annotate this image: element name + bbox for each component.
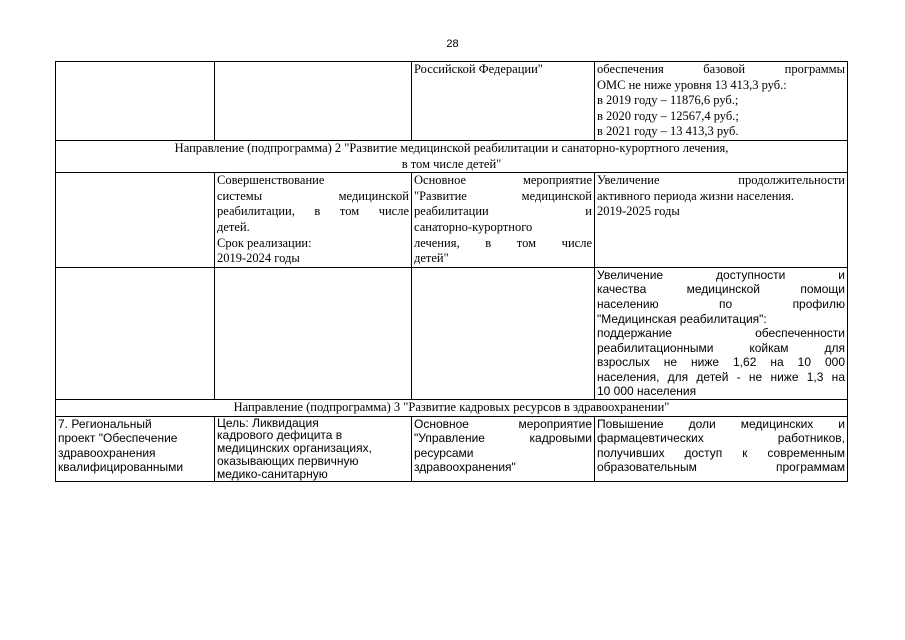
cell-empty	[215, 267, 412, 399]
cell-line: Увеличение продолжительности	[597, 173, 845, 188]
cell-line: "Развитие медицинской	[414, 188, 592, 203]
cell-text	[595, 62, 848, 141]
section-title: Направление (подпрограмма) 2 "Развитие медицинской реабилитации и санаторно-курортного лечения,	[174, 140, 729, 155]
cell-line: санаторно-курортного	[414, 219, 533, 234]
cell-line: реабилитации и	[414, 204, 592, 219]
section-header	[56, 400, 848, 417]
cell-line: населению по профилю	[597, 296, 845, 311]
cell-text	[595, 416, 848, 481]
cell-line: Основное мероприятие	[414, 416, 592, 431]
program-table	[55, 61, 848, 482]
cell-line: 7. Региональный	[58, 416, 152, 431]
cell-line: обеспечения базовой программы	[597, 62, 845, 76]
cell-text	[412, 173, 595, 268]
cell-line: здравоохранения"	[414, 460, 516, 475]
cell-text	[412, 62, 595, 141]
cell-line: Срок реализации:	[217, 235, 312, 250]
cell-line: в 2020 году – 12567,4 руб.;	[597, 108, 739, 123]
cell-text	[56, 416, 215, 481]
cell-line: оказывающих первичную	[217, 454, 359, 469]
table-row	[56, 173, 848, 268]
section-title: в том числе детей"	[401, 156, 502, 171]
table-row	[56, 267, 848, 399]
section-header-row	[56, 140, 848, 172]
cell-line: "Медицинская реабилитация":	[597, 311, 767, 326]
cell-empty	[215, 62, 412, 141]
cell-line: здравоохранения	[58, 445, 156, 460]
cell-line: образовательным программам	[597, 460, 845, 475]
cell-line: проект "Обеспечение	[58, 431, 178, 446]
cell-text	[215, 416, 412, 481]
cell-empty	[412, 267, 595, 399]
cell-empty	[56, 267, 215, 399]
cell-empty	[56, 173, 215, 268]
cell-line: медицинских организациях,	[217, 441, 372, 456]
cell-line: медико-санитарную	[217, 466, 328, 481]
section-header-row	[56, 400, 848, 417]
cell-line: кадрового дефицита в	[217, 428, 343, 443]
cell-line: Российской Федерации"	[414, 62, 543, 76]
cell-line: реабилитации, в том числе	[217, 204, 409, 219]
cell-line: в 2021 году – 13 413,3 руб.	[597, 124, 739, 139]
cell-line: системы медицинской	[217, 188, 409, 203]
cell-line: детей"	[414, 251, 449, 266]
cell-line: 2019-2025 годы	[597, 204, 680, 219]
cell-line: активного периода жизни населения.	[597, 188, 795, 203]
cell-line: качества медицинской помощи	[597, 282, 845, 297]
table-row	[56, 416, 848, 481]
cell-line: "Управление кадровыми	[414, 431, 592, 446]
cell-text	[215, 173, 412, 268]
cell-line: реабилитационными койкам для	[597, 340, 845, 355]
cell-text	[412, 416, 595, 481]
cell-line: получивших доступ к современным	[597, 445, 845, 460]
cell-line: Повышение доли медицинских и	[597, 416, 845, 431]
cell-line: ресурсами	[414, 445, 474, 460]
cell-line: поддержание обеспеченности	[597, 326, 845, 341]
cell-text	[595, 173, 848, 268]
cell-line: детей.	[217, 219, 250, 234]
cell-line: Совершенствование	[217, 173, 325, 188]
section-header	[56, 140, 848, 172]
cell-line: лечения, в том числе	[414, 235, 592, 250]
section-title: Направление (подпрограмма) 3 "Развитие кадровых ресурсов в здравоохранении"	[233, 400, 670, 415]
cell-line: ОМС не ниже уровня 13 413,3 руб.:	[597, 77, 787, 92]
cell-line: 10 000 населения	[597, 384, 697, 399]
cell-line: квалифицированными	[58, 460, 184, 475]
cell-line: Основное мероприятие	[414, 173, 592, 188]
page-number: 28	[446, 38, 459, 50]
cell-line: в 2019 году – 11876,6 руб.;	[597, 93, 739, 108]
table-row	[56, 62, 848, 141]
cell-text	[595, 267, 848, 399]
cell-line: Увеличение доступности и	[597, 267, 845, 282]
cell-line: населения, для детей - не ниже 1,3 на	[597, 369, 845, 384]
cell-line: Цель: Ликвидация	[217, 415, 319, 430]
cell-line: 2019-2024 годы	[217, 251, 300, 266]
cell-line: фармацевтических работников,	[597, 431, 845, 446]
cell-empty	[56, 62, 215, 141]
cell-line: взрослых не ниже 1,62 на 10 000	[597, 355, 845, 370]
